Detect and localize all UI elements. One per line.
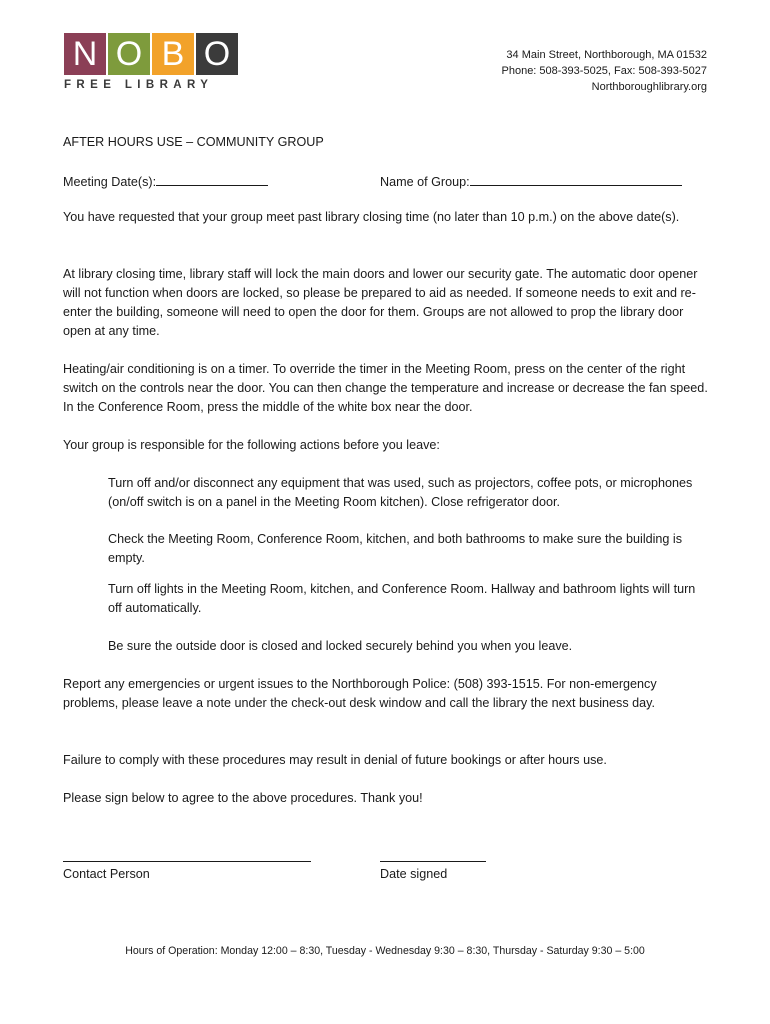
logo-tile-o: O	[108, 33, 150, 75]
address-street: 34 Main Street, Northborough, MA 01532	[506, 49, 707, 61]
paragraph-closing-time: At library closing time, library staff will lock the main doors and lower our security gate. The automatic door opener will not function when doors are locked, so please be prepared to aid as needed. If someone needs to exit and re-enter the building, someone will need to open the door for them. Groups are not allowed to prop the library door open at any time.	[63, 267, 698, 338]
meeting-dates-field	[63, 171, 268, 192]
contact-signature-line[interactable]	[63, 861, 311, 862]
logo-subtitle: FREE LIBRARY	[64, 79, 214, 91]
paragraph-request: You have requested that your group meet past library closing time (no later than 10 p.m.) on the above date(s).	[63, 210, 680, 224]
paragraph-sign-below: Please sign below to agree to the above procedures. Thank you!	[63, 791, 423, 805]
action-item: Turn off and/or disconnect any equipment that was used, such as projectors, coffee pots, or microphones (on/off switch is on a panel in the Meeting Room kitchen). Close refrigerator door.	[108, 476, 693, 509]
action-item: Turn off lights in the Meeting Room, kitchen, and Conference Room. Hallway and bathroom lights will turn off automatically.	[108, 582, 696, 615]
logo-tile-n: N	[64, 33, 106, 75]
logo-tile-b: B	[152, 33, 194, 75]
paragraph-heating: Heating/air conditioning is on a timer. To override the timer in the Meeting Room, press on the center of the right switch on the controls near the door. You can then change the temperature and increase or decrease the fan speed. In the Conference Room, press the middle of the white box near the door.	[63, 362, 708, 414]
logo-tile-o2: O	[196, 33, 238, 75]
contact-person-label: Contact Person	[63, 867, 150, 881]
date-signed-label: Date signed	[380, 867, 448, 881]
logo-tiles	[64, 33, 240, 75]
date-signed-line[interactable]	[380, 861, 486, 862]
hours-of-operation: Hours of Operation: Monday 12:00 – 8:30, Tuesday - Wednesday 9:30 – 8:30, Thursday - Saturday 9:30 – 5:00	[125, 945, 645, 957]
library-address	[502, 47, 708, 95]
address-website: Northboroughlibrary.org	[591, 81, 707, 93]
group-name-field	[380, 171, 682, 192]
meeting-dates-label: Meeting Date(s):	[63, 175, 157, 189]
paragraph-responsibilities: Your group is responsible for the following actions before you leave:	[63, 438, 440, 452]
paragraph-failure: Failure to comply with these procedures may result in denial of future bookings or after hours use.	[63, 753, 607, 767]
paragraph-emergencies: Report any emergencies or urgent issues to the Northborough Police: (508) 393-1515. For non-emergency problems, please leave a note under the check-out desk window and call the library the next business day.	[63, 677, 657, 710]
address-phone: Phone: 508-393-5025, Fax: 508-393-5027	[501, 65, 707, 77]
group-name-blank[interactable]	[470, 171, 682, 186]
action-item: Check the Meeting Room, Conference Room, kitchen, and both bathrooms to make sure the building is empty.	[108, 532, 683, 565]
group-name-label: Name of Group:	[380, 175, 470, 189]
document-title: AFTER HOURS USE – COMMUNITY GROUP	[63, 135, 324, 149]
library-logo	[64, 33, 240, 91]
action-item: Be sure the outside door is closed and locked securely behind you when you leave.	[108, 639, 573, 653]
meeting-dates-blank[interactable]	[156, 171, 268, 186]
